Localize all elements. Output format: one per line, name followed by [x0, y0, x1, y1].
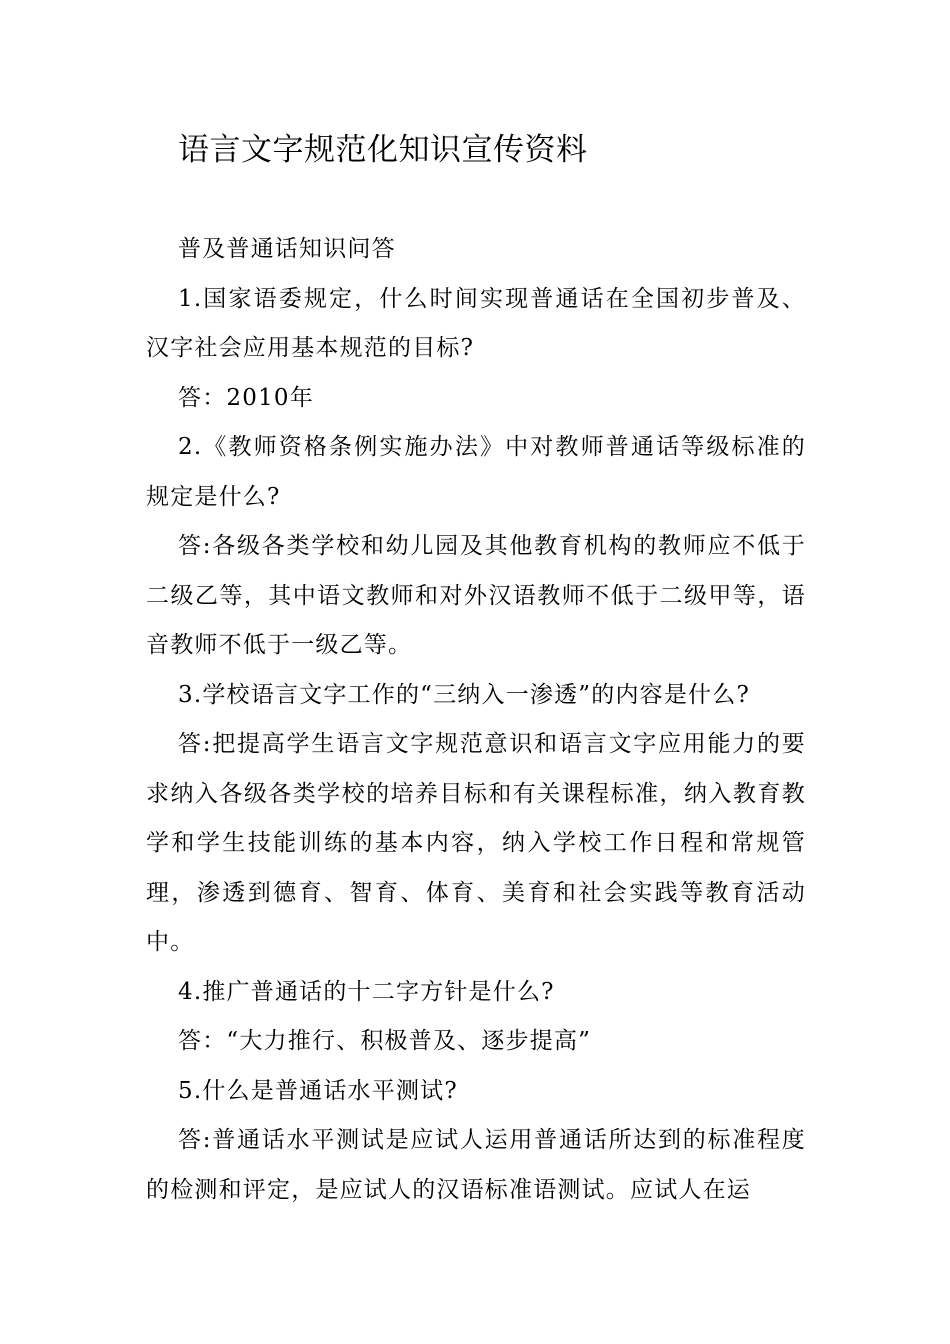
document-title: 语言文字规范化知识宣传资料 [178, 132, 588, 168]
answer-1: 答：2010年 [178, 384, 314, 411]
document-body [146, 225, 806, 1215]
answer-4: 答：“大力推行、积极普及、逐步提高” [178, 1028, 592, 1054]
answer-5: 答:普通话水平测试是应试人运用普通话所达到的标准程度的检测和评定，是应试人的汉语标准语测试。应试人在运 [146, 1127, 806, 1203]
question-2: 2.《教师资格条例实施办法》中对教师普通话等级标准的规定是什么? [146, 434, 806, 510]
answer-2: 答:各级各类学校和幼儿园及其他教育机构的教师应不低于二级乙等，其中语文教师和对外汉语教师不低于二级甲等，语音教师不低于一级乙等。 [146, 533, 806, 658]
question-4: 4.推广普通话的十二字方针是什么? [178, 978, 555, 1005]
question-3: 3.学校语言文字工作的“三纳入一渗透”的内容是什么? [178, 681, 750, 708]
section-heading: 普及普通话知识问答 [178, 236, 396, 262]
question-1: 1.国家语委规定，什么时间实现普通话在全国初步普及、汉字社会应用基本规范的目标? [146, 285, 806, 361]
question-5: 5.什么是普通话水平测试? [178, 1077, 458, 1104]
answer-3: 答:把提高学生语言文字规范意识和语言文字应用能力的要求纳入各级各类学校的培养目标和有关课程标准，纳入教育教学和学生技能训练的基本内容，纳入学校工作日程和常规管理，渗透到德育、智育、体育、美育和社会实践等教育活动中。 [146, 731, 806, 955]
